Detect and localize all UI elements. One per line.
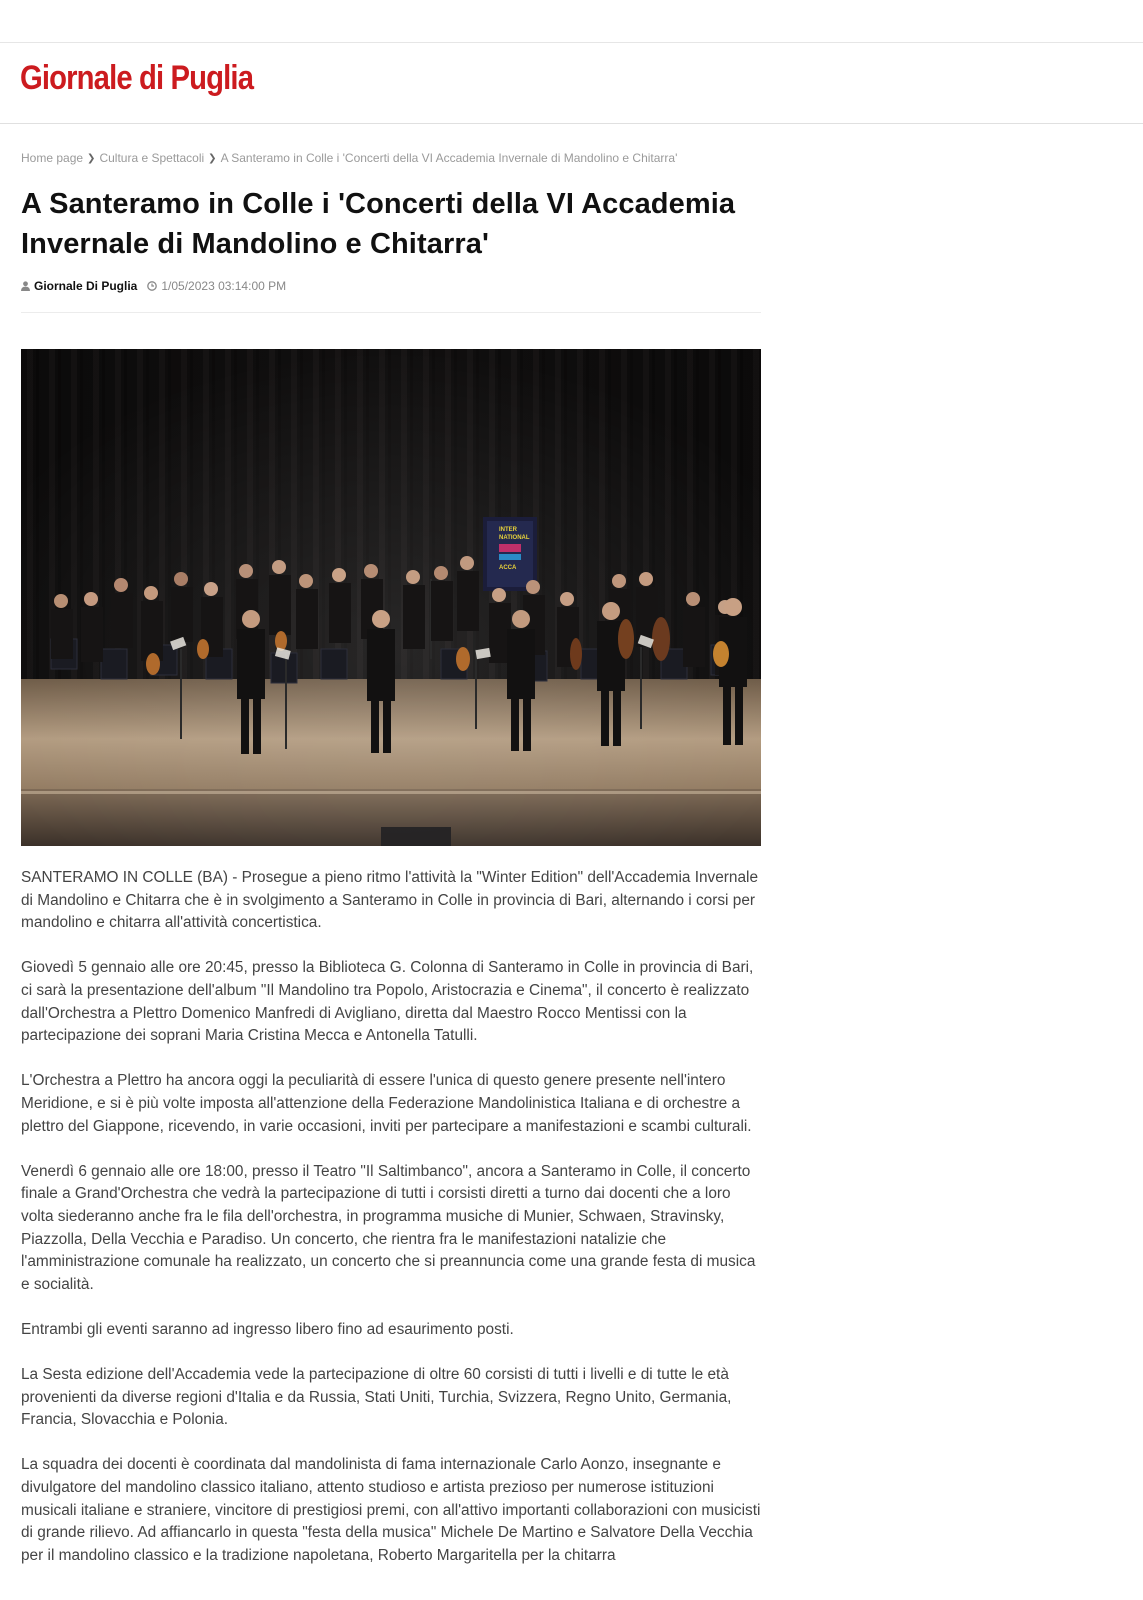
article-paragraph: La squadra dei docenti è coordinata dal mandolinista di fama internazionale Carlo Aonzo, insegnante e divulgatore del mandolino classico italiano, attento studioso e artista prezioso per numerose istituzioni musicali italiane e straniere, vincitore di prestigiosi premi, con all'attivo importanti collaborazioni con musicisti di grande rilievo. Ad affiancarlo in questa "festa della musica" Michele De Martino e Salvatore Della Vecchia per il mandolino classico e la tradizione napoletana, Roberto Margaritella per la chitarra <box>21 1456 761 1564</box>
svg-text:ACCA: ACCA <box>499 565 517 571</box>
breadcrumb <box>21 150 761 166</box>
svg-text:NATIONAL: NATIONAL <box>499 535 530 541</box>
article-paragraph: SANTERAMO IN COLLE (BA) - Prosegue a pieno ritmo l'attività la "Winter Edition" dell'Accademia Invernale di Mandolino e Chitarra che è in svolgimento a Santeramo in Colle in provincia di Bari, alternando i corsi per mandolino e chitarra all'attività concertistica. <box>21 869 759 932</box>
article-title: A Santeramo in Colle i 'Concerti della VI Accademia Invernale di Mandolino e Chitarra' <box>21 188 736 260</box>
user-icon <box>21 281 30 291</box>
chevron-right-icon: ❯ <box>208 152 217 164</box>
article-paragraph: Venerdì 6 gennaio alle ore 18:00, presso il Teatro "Il Saltimbanco", ancora a Santeramo in Colle, il concerto finale a Grand'Orchestra che vedrà la partecipazione di tutti i corsisti diretti a turno dai docenti che a loro volta siederanno anche fra le fila dell'orchestra, in programma musiche di Munier, Schwaen, Stravinsky, Piazzolla, Della Vecchia e Paradiso. Un concerto, che rientra fra le manifestazioni natalizie che l'amministrazione comunale ha realizzato, un concerto che si preannuncia come una grande festa di musica e socialità. <box>21 1162 756 1293</box>
article-paragraph: Entrambi gli eventi saranno ad ingresso libero fino ad esaurimento posti. <box>21 1320 514 1338</box>
breadcrumb-home-link[interactable]: Home page <box>21 151 84 165</box>
article-body <box>21 867 761 1567</box>
article-paragraph: La Sesta edizione dell'Accademia vede la partecipazione di oltre 60 corsisti di tutti i livelli e di tutte le età provenienti da diverse regioni d'Italia e da Russia, Stati Uniti, Turchia, Svizzera, Regno Unito, Germania, Francia, Slovacchia e Polonia. <box>21 1366 732 1429</box>
breadcrumb-current: A Santeramo in Colle i 'Concerti della VI Accademia Invernale di Mandolino e Chitarra' <box>220 151 678 165</box>
article-date <box>147 279 286 293</box>
article-main <box>21 150 761 1590</box>
article-paragraph: Giovedì 5 gennaio alle ore 20:45, presso la Biblioteca G. Colonna di Santeramo in Colle in provincia di Bari, ci sarà la presentazione dell'album "Il Mandolino tra Popolo, Aristocrazia e Cinema", il concerto è realizzato dall'Orchestra a Plettro Domenico Manfredi di Avigliano, diretta dal Maestro Rocco Mentissi con la partecipazione dei soprani Maria Cristina Mecca e Antonella Tatulli. <box>21 959 754 1045</box>
site-header <box>0 43 1143 124</box>
meta-divider <box>21 312 761 313</box>
banner-text: INTER <box>499 527 517 533</box>
article-paragraph: L'Orchestra a Plettro ha ancora oggi la peculiarità di essere l'unica di questo genere presente nell'intero Meridione, e si è più volte imposta all'attenzione della Federazione Mandolinistica Italiana e di orchestre a plettro del Giappone, ricevendo, in varie occasioni, inviti per partecipare a manifestazioni e scambi culturali. <box>21 1072 752 1135</box>
article-image <box>21 349 761 846</box>
clock-icon <box>147 281 157 291</box>
top-bar <box>0 0 1143 43</box>
date-text: 1/05/2023 03:14:00 PM <box>161 279 287 293</box>
article-meta <box>21 278 761 294</box>
breadcrumb-category-link[interactable]: Cultura e Spettacoli <box>99 151 205 165</box>
author-link[interactable] <box>21 279 137 293</box>
author-name: Giornale Di Puglia <box>34 279 138 293</box>
chevron-right-icon: ❯ <box>87 152 96 164</box>
site-logo[interactable]: Giornale di Puglia <box>20 59 254 97</box>
